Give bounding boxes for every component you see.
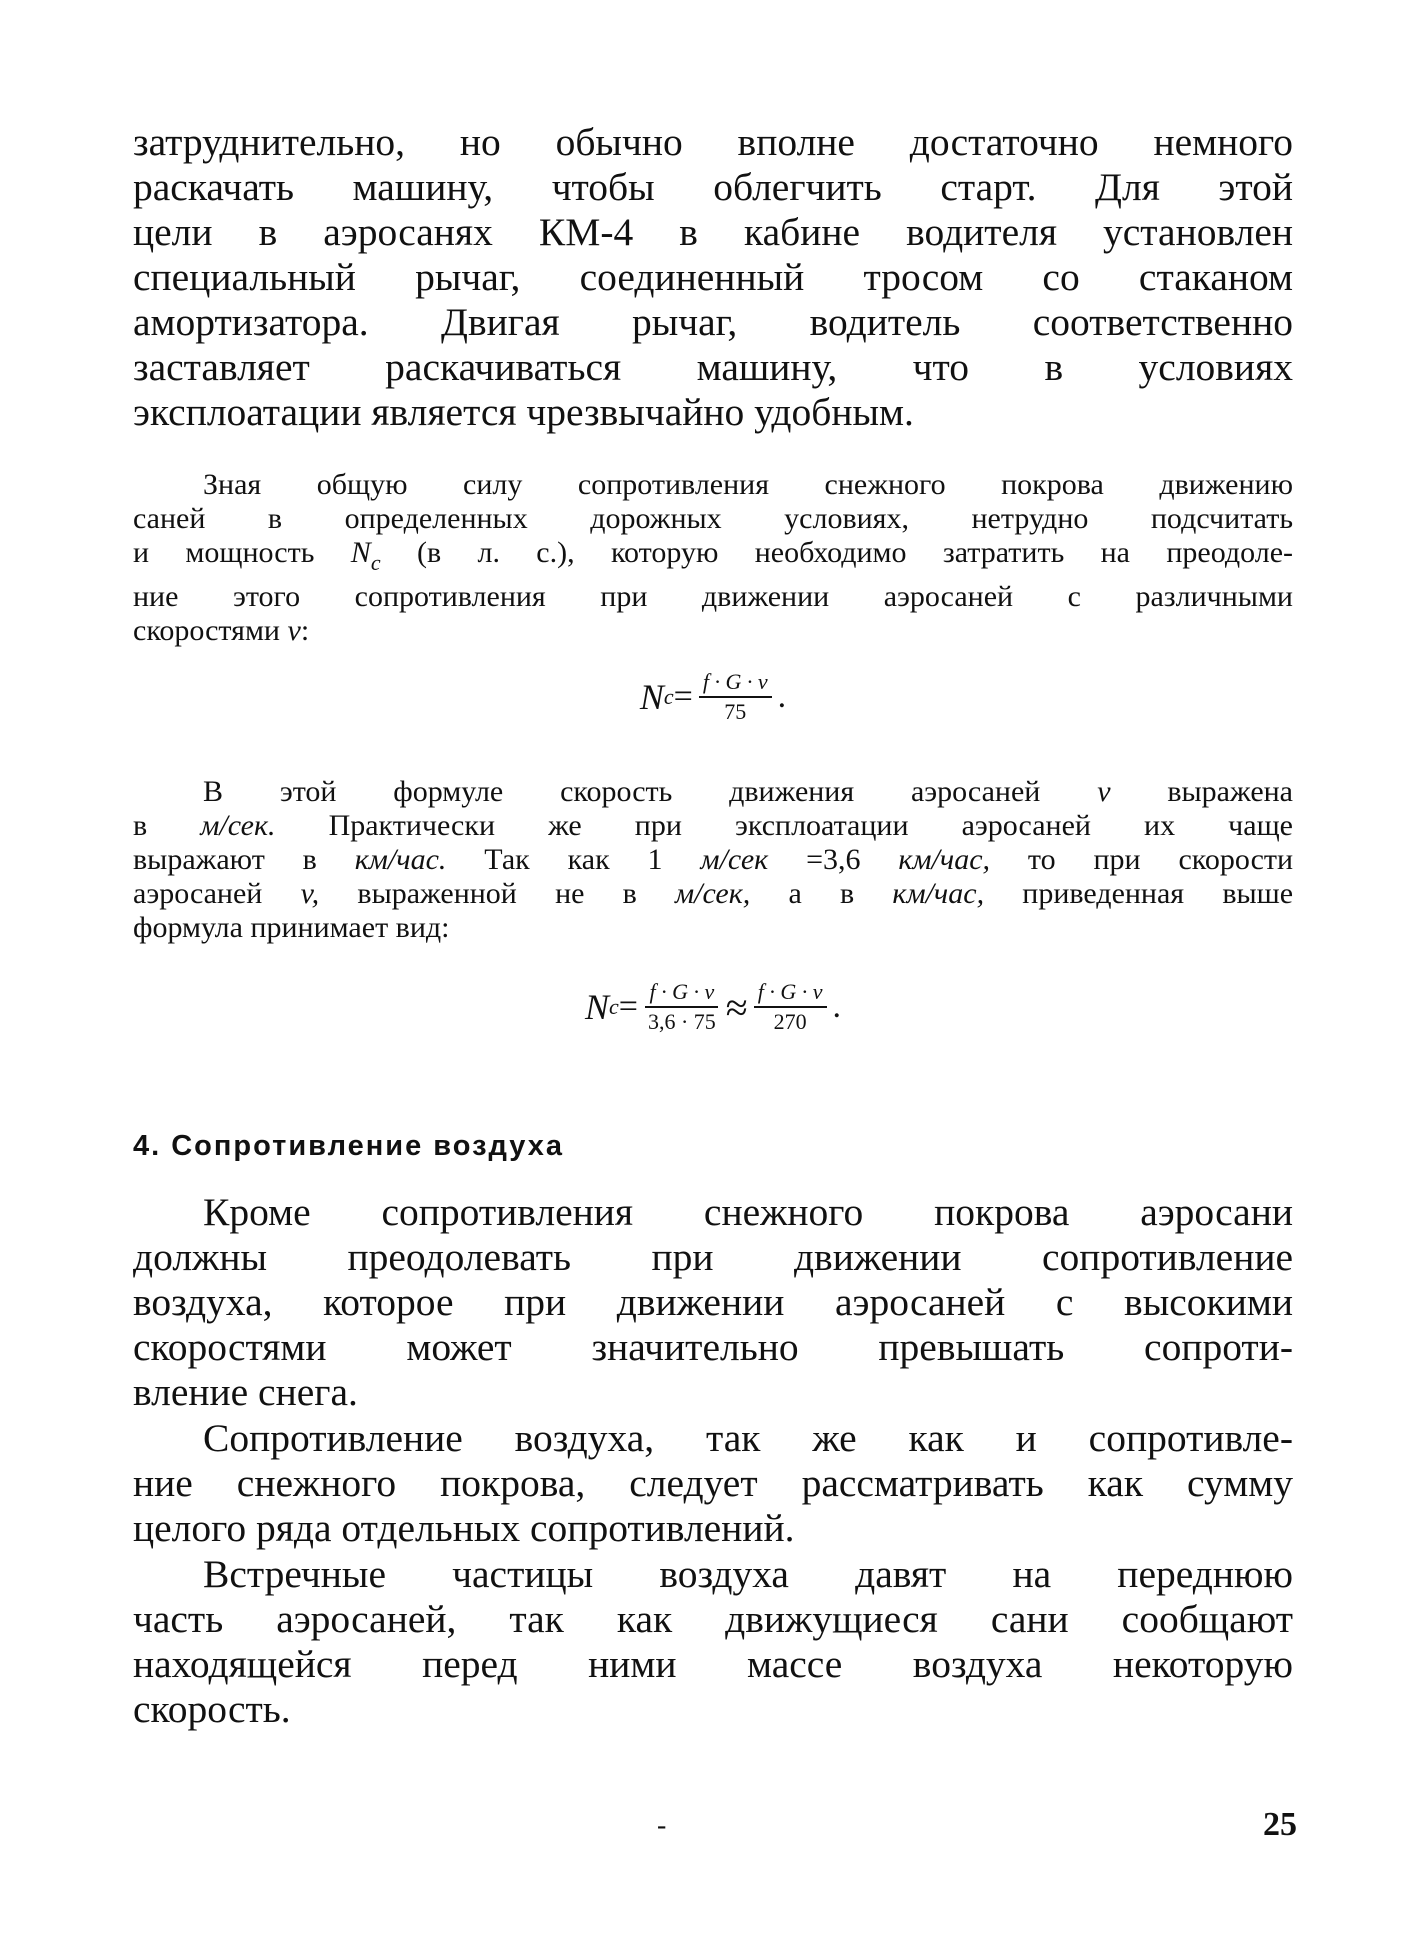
- paragraph-2: [133, 468, 1293, 648]
- text-line: [133, 877, 1293, 911]
- text-line: находящейся перед ними массе воздуха некоторую: [133, 1642, 1293, 1686]
- text-line: [133, 536, 1293, 580]
- text-segment: приведенная выше: [1022, 877, 1294, 910]
- numerator: f · G · v: [645, 978, 718, 1008]
- text-segment: Так как 1: [484, 843, 663, 876]
- denominator: 270: [773, 1009, 807, 1034]
- unit-text: км/час.: [354, 843, 447, 876]
- text-line: [133, 809, 1293, 843]
- unit-text: м/сек,: [675, 877, 751, 910]
- text-line: Зная общую силу сопротивления снежного покрова движению: [203, 468, 1293, 501]
- formula-end: .: [832, 988, 841, 1025]
- fraction: [644, 978, 720, 1036]
- power-subscript: c: [370, 550, 381, 575]
- equals-sign: =: [618, 988, 638, 1025]
- text-line: Сопротивление воздуха, так же как и сопротивле-: [203, 1416, 1293, 1460]
- unit-text: м/сек.: [200, 809, 276, 842]
- text-line: амортизатора. Двигая рычаг, водитель соответственно: [133, 300, 1293, 344]
- equals-sign: =: [673, 678, 693, 715]
- numerator: f · G · v: [699, 668, 772, 698]
- fraction: [754, 978, 827, 1036]
- section-heading: 4. Сопротивление воздуха: [133, 1130, 564, 1162]
- text-line: скоростями может значительно превышать сопроти-: [133, 1325, 1293, 1369]
- formula-end: .: [777, 678, 787, 715]
- paragraph-6: [133, 1552, 1293, 1732]
- variable-v: v,: [300, 877, 320, 910]
- footer-mark: -: [657, 1810, 667, 1841]
- power-symbol: N: [350, 536, 371, 569]
- text-line: саней в определенных дорожных условиях, нетрудно подсчитать: [133, 502, 1293, 535]
- variable-v: v: [1097, 775, 1111, 808]
- text-segment: (в л. с.), которую необходимо затратить на преодоле-: [416, 536, 1294, 569]
- text-segment: и мощность: [133, 536, 315, 569]
- text-segment: В этой формуле скорость движения аэросаней: [203, 775, 1041, 808]
- text-line: скорость.: [133, 1687, 291, 1731]
- text-line: специальный рычаг, соединенный тросом со стаканом: [133, 255, 1293, 299]
- text-segment: скоростями: [133, 614, 280, 647]
- text-segment: :: [300, 614, 310, 647]
- paragraph-3: [133, 775, 1293, 945]
- unit-text: км/час,: [898, 843, 991, 876]
- text-line: воздуха, которое при движении аэросаней с высокими: [133, 1280, 1293, 1324]
- numerator: f · G · v: [754, 978, 827, 1008]
- text-segment: выражена: [1167, 775, 1293, 808]
- text-line: Встречные частицы воздуха давят на переднюю: [203, 1552, 1293, 1596]
- text-line: цели в аэросанях КМ-4 в кабине водителя установлен: [133, 210, 1293, 254]
- text-line: затруднительно, но обычно вполне достаточно немного: [133, 120, 1293, 164]
- formula-lhs-symbol: N: [584, 987, 609, 1027]
- formula-lhs-symbol: N: [639, 677, 664, 717]
- text-line: формула принимает вид:: [133, 911, 450, 944]
- text-segment: то при скорости: [1027, 843, 1294, 876]
- text-line: [133, 843, 1293, 877]
- denominator: 3,6 · 75: [647, 1009, 716, 1034]
- text-segment: Практически же при эксплоатации аэросаней их чаще: [328, 809, 1293, 842]
- text-segment: в: [133, 809, 148, 842]
- paragraph-1: [133, 120, 1293, 435]
- text-line: ние снежного покрова, следует рассматривать как сумму: [133, 1461, 1293, 1505]
- paragraph-5: [133, 1416, 1293, 1551]
- approx-sign: ≈: [725, 984, 748, 1030]
- formula-lhs-subscript: c: [609, 994, 619, 1019]
- formula-power: [133, 668, 1293, 726]
- text-line: [133, 614, 1293, 648]
- text-line: часть аэросаней, так как движущиеся сани сообщают: [133, 1597, 1293, 1641]
- text-line: ние этого сопротивления при движении аэросаней с различными: [133, 580, 1293, 613]
- variable-v: v: [287, 614, 301, 647]
- text-line: вление снега.: [133, 1370, 358, 1414]
- text-line: Кроме сопротивления снежного покрова аэросани: [203, 1190, 1293, 1234]
- text-segment: а в: [788, 877, 855, 910]
- text-line: раскачать машину, чтобы облегчить старт. Для этой: [133, 165, 1293, 209]
- text-line: заставляет раскачиваться машину, что в условиях: [133, 345, 1293, 389]
- text-segment: выраженной не в: [357, 877, 637, 910]
- text-segment: выражают в: [133, 843, 317, 876]
- denominator: 75: [724, 699, 747, 724]
- text-line: целого ряда отдельных сопротивлений.: [133, 1506, 795, 1550]
- page-number: 25: [1263, 1806, 1297, 1843]
- fraction: [699, 668, 772, 726]
- text-segment: аэросаней: [133, 877, 263, 910]
- text-line: эксплоатации является чрезвычайно удобным.: [133, 390, 914, 434]
- text-line: должны преодолевать при движении сопротивление: [133, 1235, 1293, 1279]
- paragraph-4: [133, 1190, 1293, 1415]
- text-line: [133, 775, 1293, 809]
- formula-power-kmh: [133, 978, 1293, 1036]
- unit-text: м/сек: [700, 843, 769, 876]
- text-segment: =3,6: [806, 843, 861, 876]
- formula-lhs-subscript: c: [663, 684, 674, 709]
- unit-text: км/час,: [892, 877, 985, 910]
